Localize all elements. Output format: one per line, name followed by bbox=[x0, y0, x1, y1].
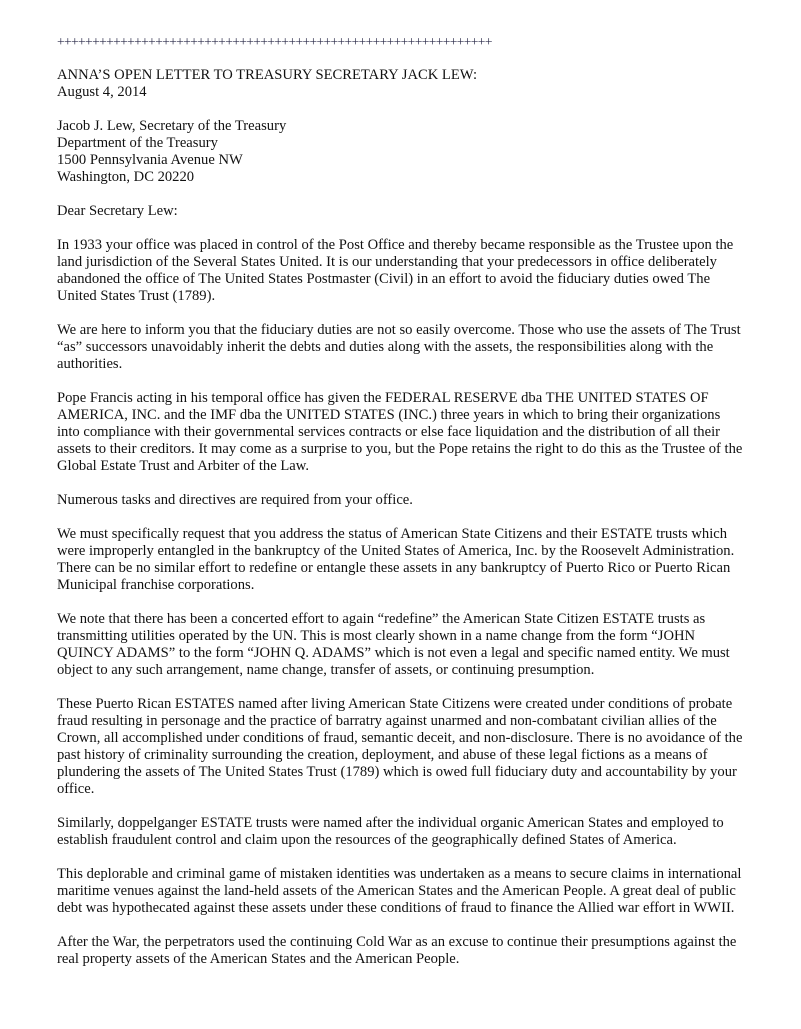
body-paragraph bbox=[57, 696, 752, 798]
paragraph-line: land jurisdiction of the Several States United. It is our understanding that your predecessors in office deliberately bbox=[57, 254, 717, 270]
letter-title: ANNA’S OPEN LETTER TO TREASURY SECRETARY JACK LEW: bbox=[57, 67, 478, 83]
paragraph-line: “as” successors unavoidably inherit the debts and duties along with the assets, the responsibilities along with the bbox=[57, 339, 714, 355]
recipient-address bbox=[57, 118, 752, 186]
body-paragraph bbox=[57, 611, 752, 679]
paragraph-line: plundering the assets of The United States Trust (1789) which is owed full fiduciary duty and accountability by your bbox=[57, 764, 737, 780]
paragraph-line: abandoned the office of The United States Postmaster (Civil) in an effort to avoid the fiduciary duties owed The bbox=[57, 271, 711, 287]
paragraph-line: into compliance with their governmental services contracts or else face liquidation and the distribution of all their bbox=[57, 424, 720, 440]
paragraph-line: Similarly, doppelganger ESTATE trusts were named after the individual organic American States and employed to bbox=[57, 815, 724, 831]
paragraph-line: fraud resulting in personage and the practice of barratry against unarmed and non-combatant civilian allies of the bbox=[57, 713, 717, 729]
paragraph-line: assets to their creditors. It may come as a surprise to you, but the Pope retains the right to do this as the Trustee of the bbox=[57, 441, 743, 457]
paragraph-line: This deplorable and criminal game of mistaken identities was undertaken as a means to secure claims in international bbox=[57, 866, 742, 882]
recipient-name: Jacob J. Lew, Secretary of the Treasury bbox=[57, 118, 287, 134]
body-paragraph bbox=[57, 237, 752, 305]
separator-line: ++++++++++++++++++++++++++++++++++++++++++++++++++++++++++++++ bbox=[57, 34, 492, 49]
paragraph-line: We are here to inform you that the fiduciary duties are not so easily overcome. Those who use the assets of The Trust bbox=[57, 322, 741, 338]
paragraph-line: AMERICA, INC. and the IMF dba the UNITED STATES (INC.) three years in which to bring their organizations bbox=[57, 407, 721, 423]
body-paragraph bbox=[57, 492, 752, 509]
paragraph-line: Pope Francis acting in his temporal office has given the FEDERAL RESERVE dba THE UNITED STATES OF bbox=[57, 390, 709, 406]
letter-heading bbox=[57, 67, 752, 101]
paragraph-line: past history of criminality surrounding the creation, deployment, and abuse of these legal fictions as a means of bbox=[57, 747, 708, 763]
body-paragraph bbox=[57, 390, 752, 475]
body-paragraph bbox=[57, 815, 752, 849]
paragraph-line: There can be no similar effort to redefine or entangle these assets in any bankruptcy of Puerto Rico or Puerto Rican bbox=[57, 560, 731, 576]
paragraph-line: QUINCY ADAMS” to the form “JOHN Q. ADAMS” which is not even a legal and specific named entity. We must bbox=[57, 645, 730, 661]
paragraph-line: real property assets of the American States and the American People. bbox=[57, 951, 460, 967]
paragraph-line: debt was hypothecated against these assets under these conditions of fraud to finance the Allied war effort in WWII. bbox=[57, 900, 735, 916]
paragraph-line: We note that there has been a concerted effort to again “redefine” the American State Citizen ESTATE trusts as bbox=[57, 611, 706, 627]
salutation: Dear Secretary Lew: bbox=[57, 203, 178, 219]
recipient-city: Washington, DC 20220 bbox=[57, 169, 195, 185]
body-paragraph bbox=[57, 934, 752, 968]
letter-body bbox=[57, 237, 752, 968]
paragraph-line: In 1933 your office was placed in control of the Post Office and thereby became responsible as the Trustee upon the bbox=[57, 237, 734, 253]
paragraph-line: maritime venues against the land-held assets of the American States and the American People. A great deal of public bbox=[57, 883, 736, 899]
salutation-block bbox=[57, 203, 752, 220]
paragraph-line: transmitting utilities operated by the UN. This is most clearly shown in a name change from the form “JOHN bbox=[57, 628, 696, 644]
paragraph-line: Numerous tasks and directives are required from your office. bbox=[57, 492, 413, 508]
paragraph-line: authorities. bbox=[57, 356, 123, 372]
paragraph-line: establish fraudulent control and claim upon the resources of the geographically defined States of America. bbox=[57, 832, 677, 848]
body-paragraph bbox=[57, 322, 752, 373]
paragraph-line: These Puerto Rican ESTATES named after living American State Citizens were created under conditions of probate bbox=[57, 696, 733, 712]
paragraph-line: were improperly entangled in the bankruptcy of the United States of America, Inc. by the Roosevelt Administration. bbox=[57, 543, 735, 559]
paragraph-line: After the War, the perpetrators used the continuing Cold War as an excuse to continue their presumptions against the bbox=[57, 934, 737, 950]
body-paragraph bbox=[57, 866, 752, 917]
body-paragraph bbox=[57, 526, 752, 594]
letter-page bbox=[57, 33, 752, 985]
paragraph-line: Municipal franchise corporations. bbox=[57, 577, 255, 593]
paragraph-line: United States Trust (1789). bbox=[57, 288, 216, 304]
paragraph-line: office. bbox=[57, 781, 95, 797]
recipient-department: Department of the Treasury bbox=[57, 135, 218, 151]
paragraph-line: Crown, all accomplished under conditions of fraud, semantic deceit, and non-disclosure. There is no avoidance of the bbox=[57, 730, 743, 746]
paragraph-line: object to any such arrangement, name change, transfer of assets, or continuing presumption. bbox=[57, 662, 595, 678]
recipient-street: 1500 Pennsylvania Avenue NW bbox=[57, 152, 243, 168]
letter-date: August 4, 2014 bbox=[57, 84, 147, 100]
paragraph-line: Global Estate Trust and Arbiter of the Law. bbox=[57, 458, 309, 474]
paragraph-line: We must specifically request that you address the status of American State Citizens and their ESTATE trusts which bbox=[57, 526, 728, 542]
